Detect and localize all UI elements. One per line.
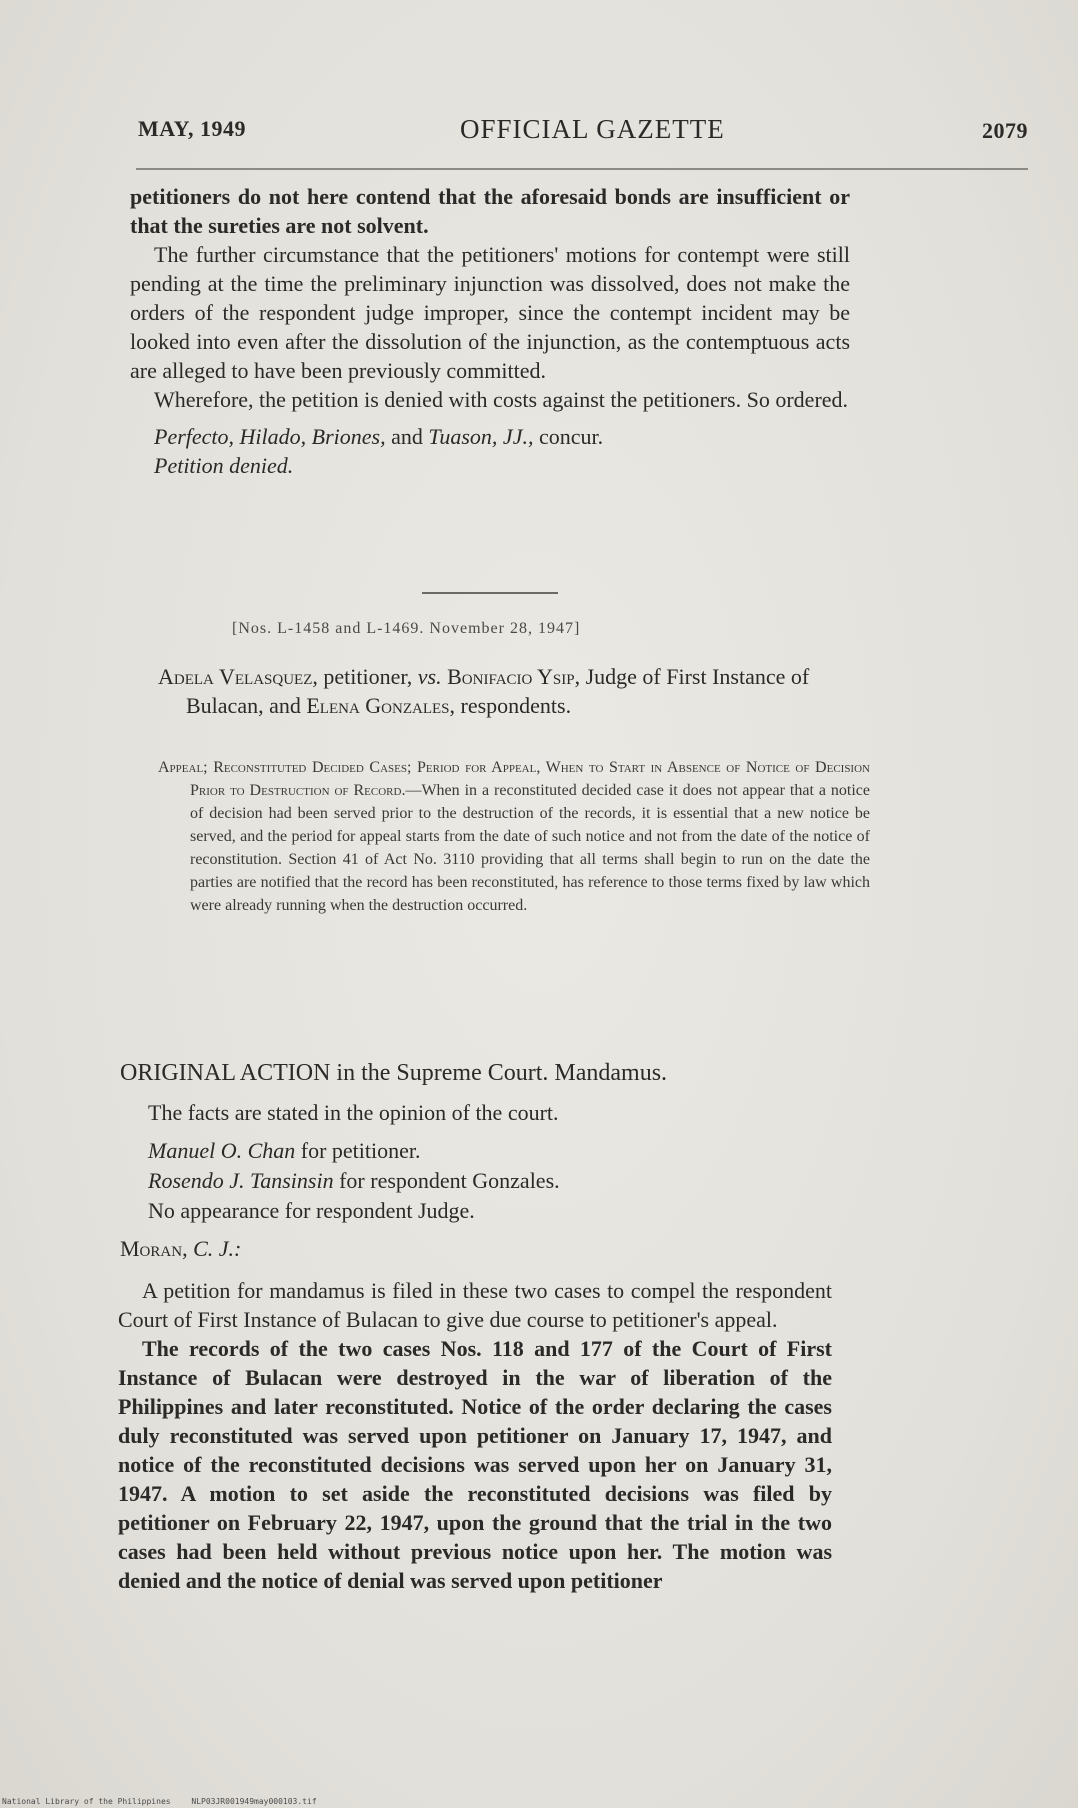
footer-library: National Library of the Philippines	[2, 1797, 171, 1806]
counsel-name: Rosendo J. Tansinsin	[148, 1168, 334, 1193]
opinion-text	[118, 1276, 832, 1595]
disposition: Petition denied.	[154, 453, 294, 478]
header-title: OFFICIAL GAZETTE	[460, 114, 725, 144]
counsel-role: for respondent Gonzales.	[339, 1168, 560, 1193]
continuation-paragraph-1: petitioners do not here contend that the aforesaid bonds are insufficient or that the sureties are not solvent.	[130, 184, 850, 238]
original-action-rest: in the Supreme Court. Mandamus.	[336, 1060, 668, 1086]
syllabus-heading: Appeal; Reconstituted Decided Cases; Period for Appeal, When to Start in Absence of Notice of Decision Prior to Destruction of Record.	[158, 759, 870, 799]
case-separator	[422, 592, 558, 594]
ponente-name: Moran,	[120, 1236, 188, 1261]
continuation-text	[130, 182, 850, 480]
petitioner-role: , petitioner,	[312, 664, 413, 689]
ponente	[120, 1236, 241, 1262]
header-date: MAY, 1949	[138, 116, 247, 141]
opinion-paragraph-2: The records of the two cases Nos. 118 and 177 of the Court of First Instance of Bulacan were destroyed in the war of liberation of the Philippines and later reconstituted. Notice of the order declaring the cases duly reconstituted was served upon petitioner on January 17, 1947, and notice of the reconstituted decisions was served upon her on January 31, 1947. A motion to set aside the reconstituted decisions was filed by petitioner on February 22, 1947, upon the ground that the trial in the two cases had been held without previous notice upon her. The motion was denied and the notice of denial was served upon petitioner	[118, 1336, 832, 1593]
concurrence-line	[130, 422, 850, 451]
petitioner-name: Adela Velasquez	[158, 664, 313, 689]
syllabus-text: —When in a reconstituted decided case it does not appear that a notice of decision had been served prior to the destruction of the records, it is essential that a new notice be served, and the period for appeal starts from the date of such notice and not from the date of the notice of reconstitution. Section 41 of Act No. 3110 providing that all terms shall begin to run on the date the parties are notified that the record has been reconstituted, has reference to those terms fixed by law which were already running when the destruction occurred.	[190, 782, 870, 914]
facts-statement: The facts are stated in the opinion of the court.	[148, 1100, 559, 1125]
page-header	[138, 112, 1028, 152]
concurring-justice-last: Tuason, JJ.,	[428, 424, 534, 449]
respondent-judge-name: Bonifacio Ysip	[447, 664, 575, 689]
counsel-role: for petitioner.	[300, 1138, 421, 1163]
header-rule	[136, 168, 1028, 170]
counsel-block	[148, 1136, 848, 1226]
original-action	[120, 1058, 860, 1088]
versus: vs.	[417, 664, 442, 689]
syllabus	[158, 756, 870, 917]
concurring-justices: Perfecto, Hilado, Briones,	[154, 424, 386, 449]
respondent-role: , respondents.	[449, 693, 572, 718]
concur-and: and	[391, 424, 423, 449]
counsel-name: Manuel O. Chan	[148, 1138, 296, 1163]
respondent-judge-role: , Judge of First Instance of Bulacan, and	[186, 664, 810, 718]
counsel-line: No appearance for respondent Judge.	[148, 1198, 475, 1223]
continuation-paragraph-2: The further circumstance that the petitioners' motions for contempt were still pending at the time the preliminary injunction was dissolved, does not make the orders of the respondent judge improper, since the contempt incident may be looked into even after the dissolution of the injunction, as the contemptuous acts are alleged to have been previously committed.	[130, 242, 850, 383]
continuation-paragraph-3: Wherefore, the petition is denied with costs against the petitioners. So ordered.	[154, 387, 849, 412]
respondent-name: Elena Gonzales	[306, 693, 450, 718]
page-number: 2079	[982, 118, 1028, 143]
ponente-title: C. J.:	[193, 1236, 242, 1261]
case-number: [Nos. L-1458 and L-1469. November 28, 1947]	[232, 620, 581, 637]
scan-footer	[2, 1797, 333, 1806]
opinion-paragraph-1: A petition for mandamus is filed in these two cases to compel the respondent Court of First Instance of Bulacan to give due course to petitioner's appeal.	[118, 1278, 832, 1332]
case-parties	[158, 662, 876, 720]
concur-word: concur.	[538, 424, 604, 449]
footer-file: NLP03JR001949may000103.tif	[191, 1797, 317, 1806]
counsel-line	[148, 1166, 848, 1196]
original-action-label: ORIGINAL ACTION	[120, 1060, 331, 1086]
counsel-line	[148, 1136, 848, 1166]
